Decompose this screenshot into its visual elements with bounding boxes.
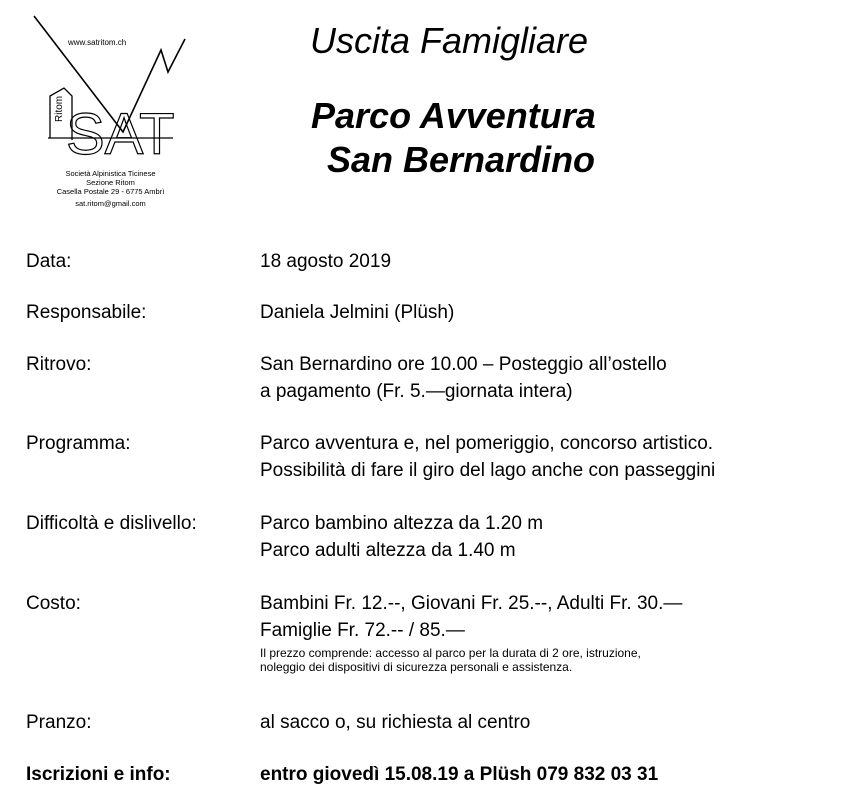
event-title-line: Parco Avventura (311, 95, 596, 136)
sat-logo (28, 14, 193, 214)
detail-value-line: Parco adulti altezza da 1.40 m (260, 540, 516, 561)
detail-value-line: Bambini Fr. 12.--, Giovani Fr. 25.--, Adulti Fr. 30.— (260, 593, 683, 614)
detail-label: Costo: (26, 593, 81, 614)
detail-label: Data: (26, 251, 72, 272)
detail-label: Ritrovo: (26, 354, 92, 375)
org-line: Società Alpinistica Ticinese (65, 169, 156, 178)
detail-value-line: entro giovedì 15.08.19 a Plüsh 079 832 03 31 (260, 764, 659, 785)
page-title: Uscita Famigliare (310, 20, 589, 61)
detail-label: Responsabile: (26, 302, 147, 323)
event-title-line: San Bernardino (327, 139, 596, 180)
detail-label: Pranzo: (26, 712, 92, 733)
org-line: sat.ritom@gmail.com (75, 199, 146, 208)
detail-value-line: San Bernardino ore 10.00 – Posteggio all’ostello (260, 354, 667, 375)
detail-value (260, 351, 667, 405)
event-title (311, 94, 596, 182)
detail-label: Iscrizioni e info: (26, 764, 171, 785)
detail-value (260, 761, 658, 788)
detail-value (260, 430, 715, 484)
detail-value-line: Parco avventura e, nel pomeriggio, concorso artistico. (260, 433, 714, 454)
logo-letters: SAT (66, 102, 175, 164)
detail-value (260, 590, 682, 674)
price-note-line: noleggio dei dispositivi di sicurezza personali e assistenza. (260, 660, 573, 674)
logo-vertical-text: Ritom (54, 95, 65, 122)
detail-value-line: al sacco o, su richiesta al centro (260, 712, 531, 733)
detail-value-line: Daniela Jelmini (Plüsh) (260, 302, 455, 323)
org-line: Casella Postale 29 - 6775 Ambrì (56, 187, 165, 196)
detail-value-line: Possibilità di fare il giro del lago anche con passeggini (260, 460, 716, 481)
detail-label: Programma: (26, 433, 131, 454)
detail-value-line: Parco bambino altezza da 1.20 m (260, 513, 544, 534)
detail-value-line: 18 agosto 2019 (260, 251, 392, 272)
detail-value (260, 709, 530, 736)
detail-value-line: Famiglie Fr. 72.-- / 85.— (260, 620, 465, 641)
detail-value (260, 299, 454, 326)
detail-value (260, 510, 543, 564)
detail-label: Difficoltà e dislivello: (26, 513, 197, 534)
logo-org-text (28, 169, 193, 208)
price-note-line: Il prezzo comprende: accesso al parco per la durata di 2 ore, istruzione, (260, 646, 641, 660)
sat-logo-mark (28, 14, 193, 164)
detail-value (260, 248, 391, 275)
org-line: Sezione Ritom (86, 178, 135, 187)
logo-url: www.satritom.ch (68, 38, 127, 47)
detail-value-line: a pagamento (Fr. 5.—giornata intera) (260, 381, 573, 402)
price-note (260, 646, 682, 674)
